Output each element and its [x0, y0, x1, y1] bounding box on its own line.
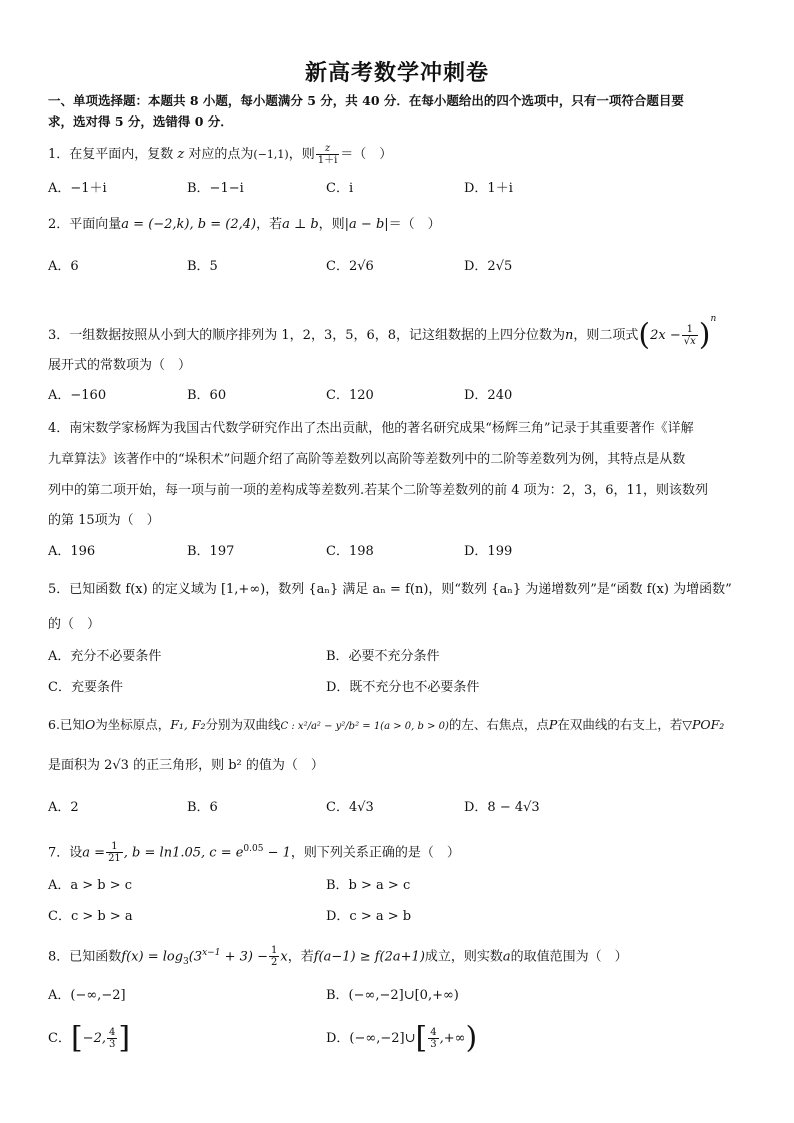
- q3-var-n: n: [565, 328, 574, 343]
- q8-text-a: 8．已知函数: [48, 949, 122, 965]
- q3-binom-fraction: [682, 324, 698, 347]
- q2-text-c: ，则: [318, 217, 345, 232]
- q8-option-c-bracket-right: ]: [118, 1020, 131, 1056]
- q8-option-c-label: C．: [48, 1031, 71, 1046]
- q1-frac-den: 1＋i: [317, 155, 338, 166]
- q8-text-d: 的取值范围为（ ）: [510, 949, 628, 965]
- q8-option-d-fraction: [428, 1027, 438, 1050]
- question-4-stem-line4: 的第 15项为（ ）: [48, 513, 160, 528]
- q8-option-b[interactable]: B．(−∞,−2]∪[0,+∞): [326, 988, 459, 1003]
- q8-log-base: 3: [183, 956, 189, 967]
- q6-text-c: 分别为双曲线: [205, 717, 281, 732]
- q7-expr-exp: 0.05: [243, 844, 264, 854]
- q6-option-d[interactable]: D．8 − 4√3: [464, 800, 540, 815]
- q8-fx-arg2: + 3) −: [220, 949, 268, 965]
- q7-option-a[interactable]: A．a > b > c: [48, 878, 133, 893]
- q3-paren-left: (: [638, 317, 651, 353]
- q7-text-b: ，则下列关系正确的是（ ）: [290, 845, 460, 861]
- q3-binom-exp: n: [710, 314, 717, 324]
- q8-option-c-num: 4: [108, 1027, 116, 1038]
- q8-option-d-label: D．(−∞,−2]∪: [326, 1031, 416, 1046]
- q3-binom-left: 2x −: [650, 328, 681, 343]
- q2-text-b: ，若: [256, 217, 283, 232]
- q7-expr-tail: − 1: [263, 845, 291, 861]
- q8-text-c: 成立，则实数: [424, 949, 503, 965]
- q5-option-d[interactable]: D．既不充分也不必要条件: [326, 680, 480, 695]
- q3-option-d[interactable]: D．240: [464, 388, 513, 403]
- q6-foci: F₁, F₂: [170, 717, 206, 732]
- q4-option-d[interactable]: D．199: [464, 544, 513, 559]
- q7-expr-rest: , b = ln1.05, c = e: [123, 845, 244, 861]
- q3-paren-right: ): [698, 317, 711, 353]
- q2-option-c[interactable]: C．2√6: [326, 259, 374, 274]
- q8-frac-den: 2: [270, 957, 278, 969]
- question-4-stem-line3: 列中的第二项开始，每一项与前一项的差构成等差数列.若某个二阶等差数列的前 4 项为：2，3，6，11，则该数列: [48, 483, 709, 498]
- q8-fx-tail: x: [280, 949, 288, 965]
- question-7-stem: [48, 840, 748, 864]
- q1-fraction: [316, 143, 340, 166]
- question-6-stem-line2: 是面积为 2√3 的正三角形，则 b² 的值为（ ）: [48, 758, 324, 773]
- q8-option-d-paren-right: ): [465, 1020, 478, 1056]
- q6-option-c[interactable]: C．4√3: [326, 800, 374, 815]
- q7-frac-num: 1: [106, 841, 123, 853]
- question-1-stem: [48, 143, 748, 166]
- q5-option-b[interactable]: B．必要不充分条件: [326, 649, 440, 664]
- section-instructions-line1: 一、单项选择题：本题共 8 小题，每小题满分 5 分，共 40 分．在每小题给出的四个选项中，只有一项符合题目要: [48, 93, 684, 108]
- q7-option-d[interactable]: D．c > a > b: [326, 909, 412, 924]
- q3-binom-num: 1: [682, 324, 698, 336]
- question-4-stem-line1: 4．南宋数学家杨辉为我国古代数学研究作出了杰出贡献，他的著名研究成果“杨辉三角”记录于其重要著作《详解: [48, 421, 694, 436]
- q3-text-a: 3．一组数据按照从小到大的顺序排列为 1，2，3，5，6，8，记这组数据的上四分位数为: [48, 328, 566, 343]
- question-3-stem-line1: [48, 310, 748, 353]
- q8-option-d[interactable]: [326, 1020, 478, 1056]
- question-8-stem: [48, 944, 748, 971]
- q8-option-d-bracket-left: [: [415, 1020, 428, 1056]
- q8-frac-num: 1: [270, 945, 278, 957]
- question-5-stem-line2: 的（ ）: [48, 617, 101, 632]
- q1-text-c: ，则: [288, 147, 315, 162]
- q8-option-c[interactable]: [48, 1020, 131, 1056]
- q6-text-b: 为坐标原点，: [95, 717, 171, 732]
- q8-option-a[interactable]: A．(−∞,−2]: [48, 988, 126, 1003]
- q1-text-b: 对应的点为: [188, 147, 254, 162]
- q6-text-a: 6.已知: [48, 717, 85, 732]
- q8-option-d-num: 4: [430, 1027, 437, 1038]
- q7-option-c[interactable]: C．c > b > a: [48, 909, 133, 924]
- q6-var-o: O: [84, 717, 96, 732]
- q2-option-a[interactable]: A．6: [48, 259, 79, 274]
- q2-abs: |a − b|: [344, 217, 389, 232]
- q1-frac-num: z: [316, 143, 340, 155]
- q3-text-b: ，则二项式: [573, 328, 639, 343]
- q2-text-a: 2．平面向量: [48, 217, 122, 232]
- q8-option-c-bracket-left: [: [70, 1020, 83, 1056]
- q6-text-d: 的左、右焦点，点: [448, 717, 549, 732]
- q6-hyperbola: C : x²/a² − y²/b² = 1(a > 0, b > 0): [280, 721, 449, 732]
- q8-fraction: [269, 945, 279, 968]
- q3-option-c[interactable]: C．120: [326, 388, 374, 403]
- q2-option-d[interactable]: D．2√5: [464, 259, 513, 274]
- page-title: 新高考数学冲刺卷: [304, 60, 489, 86]
- q1-option-a[interactable]: A．−1＋i: [48, 181, 107, 196]
- q5-option-c[interactable]: C．充要条件: [48, 680, 123, 695]
- q7-frac-den: 21: [108, 853, 121, 865]
- q6-var-p: P: [548, 717, 558, 732]
- q8-var-a: a: [502, 949, 511, 965]
- q2-perp: a ⊥ b: [282, 217, 319, 232]
- q7-text-a: 7．设: [48, 845, 83, 861]
- q8-fx-exp: x−1: [202, 948, 221, 958]
- q1-text-a: 1．在复平面内，复数: [48, 147, 174, 162]
- q8-option-d-right: ,+∞: [439, 1031, 466, 1046]
- q1-text-d: ＝（ ）: [340, 147, 393, 162]
- question-2-stem: [48, 216, 748, 234]
- q1-var-z: z: [173, 147, 189, 162]
- q8-text-b: ，若: [287, 949, 314, 965]
- question-3-stem-line2: 展开式的常数项为（ ）: [48, 358, 192, 373]
- q3-option-b[interactable]: B．60: [187, 388, 227, 403]
- q7-expr-a: a =: [82, 845, 106, 861]
- q8-option-d-den: 3: [430, 1039, 437, 1050]
- q2-text-d: ＝（ ）: [388, 217, 441, 232]
- q4-option-c[interactable]: C．198: [326, 544, 374, 559]
- q8-fx-arg: (3: [188, 949, 203, 965]
- q6-option-b[interactable]: B．6: [187, 800, 218, 815]
- q8-option-c-den: 3: [108, 1039, 116, 1050]
- q6-triangle: ▽POF₂: [682, 717, 725, 732]
- q1-option-b[interactable]: B．−1−i: [187, 181, 244, 196]
- q3-option-a[interactable]: A．−160: [48, 388, 107, 403]
- q8-option-c-left: −2,: [82, 1031, 106, 1046]
- question-6-stem-line1: [48, 716, 748, 736]
- q2-vectors: a = (−2,k), b = (2,4): [121, 217, 257, 232]
- q7-option-b[interactable]: B．b > a > c: [326, 878, 411, 893]
- q1-option-d[interactable]: D．1＋i: [464, 181, 513, 196]
- q6-option-a[interactable]: A．2: [48, 800, 79, 815]
- q5-option-a[interactable]: A．充分不必要条件: [48, 649, 162, 664]
- q4-option-b[interactable]: B．197: [187, 544, 235, 559]
- q1-point: (−1,1): [253, 148, 289, 161]
- q6-text-e: 在双曲线的右支上，若: [557, 717, 683, 732]
- q3-binom-den: √x: [683, 336, 696, 347]
- question-4-stem-line2: 九章算法》该著作中的“垛积术”问题介绍了高阶等差数列以高阶等差数列中的二阶等差数列为例，其特点是从数: [48, 452, 686, 467]
- q1-option-c[interactable]: C．i: [326, 181, 354, 196]
- question-5-stem-line1: 5．已知函数 f(x) 的定义域为 [1,+∞)，数列 {aₙ} 满足 aₙ = f(n)，则“数列 {aₙ} 为递增数列”是“函数 f(x) 为增函数”: [48, 582, 732, 597]
- q8-fx: f(x) = log: [121, 949, 184, 965]
- q8-option-c-fraction: [107, 1027, 117, 1050]
- section-instructions-line2: 求，选对得 5 分，选错得 0 分．: [48, 114, 233, 129]
- q8-inequality: f(a−1) ≥ f(2a+1): [313, 949, 425, 965]
- q7-fraction: [106, 841, 123, 864]
- q2-option-b[interactable]: B．5: [187, 259, 218, 274]
- q4-option-a[interactable]: A．196: [48, 544, 96, 559]
